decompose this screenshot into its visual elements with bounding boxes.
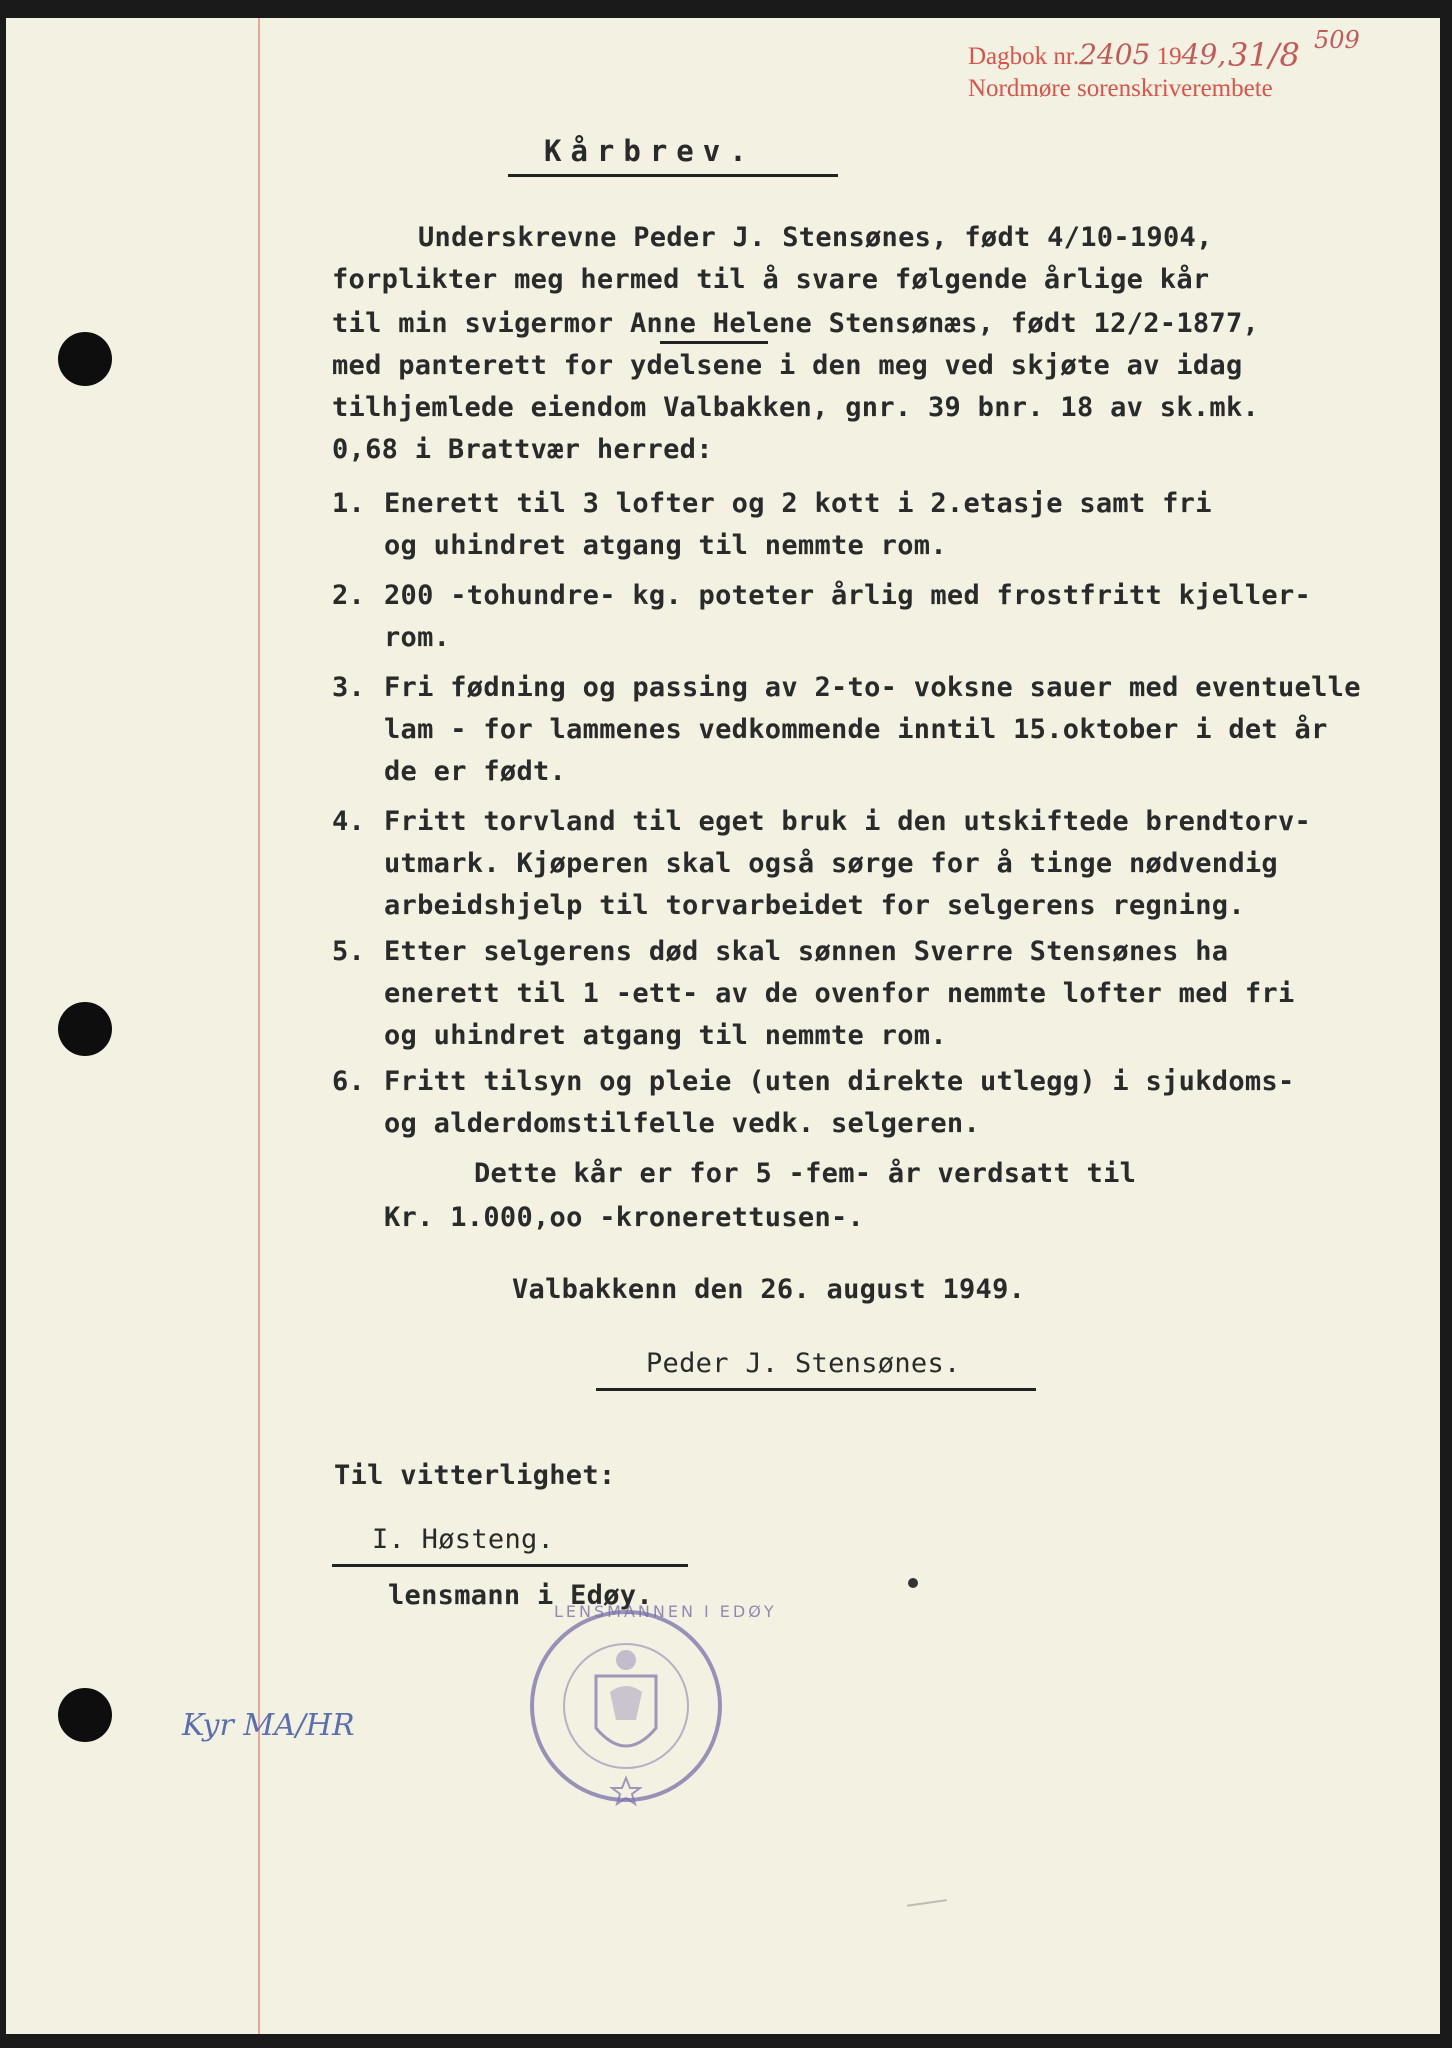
item-6-line-1: Fritt tilsyn og pleie (uten direkte utlegg) i sjukdoms- [384, 1066, 1295, 1097]
document-page [6, 18, 1440, 2034]
intro-line-3: til min svigermor Anne Helene Stensønæs, født 12/2-1877, [332, 308, 1260, 339]
lensmann-seal [524, 1588, 728, 1808]
punch-hole-middle [58, 1002, 112, 1056]
witness-line [332, 1564, 688, 1567]
item-6-number: 6. [332, 1066, 366, 1097]
intro-line-6: 0,68 i Brattvær herred: [332, 434, 713, 465]
item-5-number: 5. [332, 936, 366, 967]
intro-line-1: Underskrevne Peder J. Stensønes, født 4/10-1904, [418, 222, 1213, 253]
punch-hole-bottom [58, 1688, 112, 1742]
item-5-line-1: Etter selgerens død skal sønnen Sverre Stensønes ha [384, 936, 1229, 967]
signature-line [596, 1388, 1036, 1391]
seal-text: LENSMANNEN I EDØY [554, 1602, 777, 1621]
signature: Peder J. Stensønes. [646, 1348, 961, 1379]
handwritten-initials: Kyr MA/HR [182, 1708, 355, 1743]
item-3-line-3: de er født. [384, 756, 567, 787]
item-3-number: 3. [332, 672, 366, 703]
pencil-mark [905, 1885, 947, 1906]
dagbok-label: Dagbok nr. [968, 43, 1080, 70]
entry-date: 31/8 [1228, 36, 1300, 74]
title-underline [508, 174, 838, 177]
item-1-number: 1. [332, 488, 366, 519]
intro-line-4: med panterett for ydelsene i den meg ved skjøte av idag [332, 350, 1243, 381]
item-3-line-1: Fri fødning og passing av 2-to- voksne sauer med eventuelle [384, 672, 1361, 703]
document-title: Kårbrev. [544, 134, 756, 168]
place-date: Valbakkenn den 26. august 1949. [512, 1274, 1026, 1305]
folio-number: 509 [1314, 26, 1360, 54]
intro-line-2: forplikter meg hermed til å svare følgende årlige kår [332, 264, 1210, 295]
item-1-line-1: Enerett til 3 lofter og 2 kott i 2.etasje samt fri [384, 488, 1212, 519]
item-4-line-2: utmark. Kjøperen skal også sørge for å tinge nødvendig [384, 848, 1278, 879]
item-4-number: 4. [332, 806, 366, 837]
witness-label: Til vitterlighet: [334, 1460, 616, 1491]
witness-name: I. Høsteng. [372, 1524, 555, 1555]
item-5-line-2: enerett til 1 -ett- av de ovenfor nemmte lofter med fri [384, 978, 1295, 1009]
punch-hole-top [58, 332, 112, 386]
dagbok-number: 2405 [1079, 38, 1151, 71]
item-3-line-2: lam - for lammenes vedkommende inntil 15.oktober i det år [384, 714, 1328, 745]
year-prefix: 19 [1156, 43, 1182, 70]
intro-line-5: tilhjemlede eiendom Valbakken, gnr. 39 bnr. 18 av sk.mk. [332, 392, 1260, 423]
item-2-line-1: 200 -tohundre- kg. poteter årlig med frostfritt kjeller- [384, 580, 1312, 611]
dagbok-stamp [968, 40, 1226, 72]
office-stamp: Nordmøre sorenskriverembete [968, 75, 1273, 102]
item-6-line-2: og alderdomstilfelle vedk. selgeren. [384, 1108, 980, 1139]
valuation-line-1: Dette kår er for 5 -fem- år verdsatt til [474, 1158, 1137, 1189]
ink-dot [908, 1578, 918, 1588]
item-1-line-2: og uhindret atgang til nemmte rom. [384, 530, 947, 561]
item-4-line-1: Fritt torvland til eget bruk i den utskiftede brendtorv- [384, 806, 1312, 837]
helene-underline [660, 341, 768, 344]
item-2-number: 2. [332, 580, 366, 611]
witness-title: lensmann i Edøy. [388, 1580, 653, 1611]
year-suffix: 49, [1181, 38, 1227, 71]
item-5-line-3: og uhindret atgang til nemmte rom. [384, 1020, 947, 1051]
valuation-line-2: Kr. 1.000,oo -kronerettusen-. [384, 1202, 865, 1233]
item-4-line-3: arbeidshjelp til torvarbeidet for selgerens regning. [384, 890, 1245, 921]
item-2-line-2: rom. [384, 622, 451, 653]
